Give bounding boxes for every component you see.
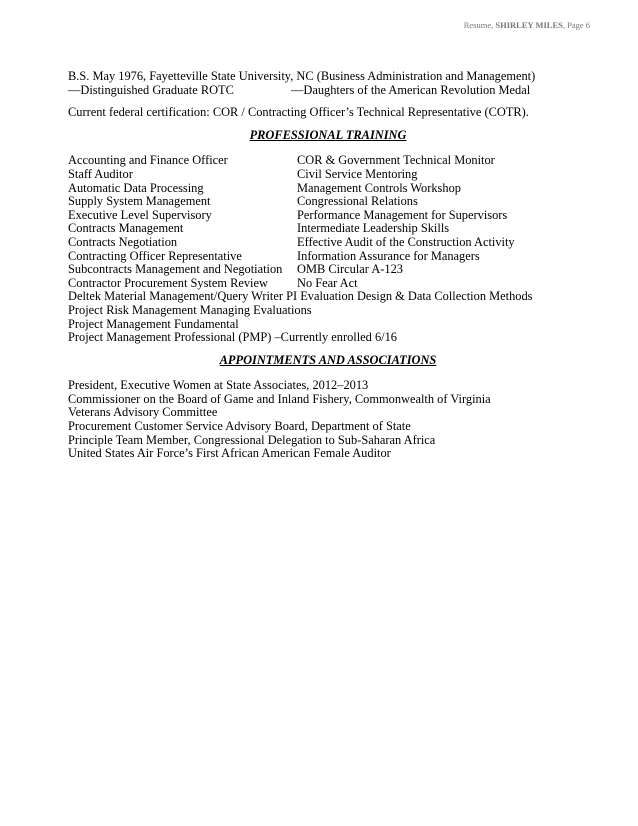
appointment-item: Procurement Customer Service Advisory Board, Department of State: [68, 419, 411, 434]
training-item: Staff Auditor: [68, 166, 133, 181]
training-item: Contracting Officer Representative: [68, 248, 242, 263]
certification-line: Current federal certification: COR / Contracting Officer’s Technical Representative (COTR).: [68, 105, 529, 120]
training-item: Information Assurance for Managers: [297, 248, 480, 263]
professional-training-heading: PROFESSIONAL TRAINING: [249, 127, 407, 142]
appointment-item: Principle Team Member, Congressional Delegation to Sub-Saharan Africa: [68, 432, 436, 447]
training-list: [68, 154, 588, 344]
training-row: [68, 277, 588, 291]
training-item: Contractor Procurement System Review: [68, 275, 268, 290]
training-item: Project Risk Management Managing Evaluations: [68, 302, 312, 317]
training-row: [68, 209, 588, 223]
training-item: Supply System Management: [68, 194, 211, 209]
training-item: COR & Government Technical Monitor: [297, 153, 495, 168]
training-item: Project Management Professional (PMP) –Currently enrolled 6/16: [68, 330, 397, 345]
resume-body: [68, 70, 588, 461]
training-row: [68, 195, 588, 209]
appointment-item: Commissioner on the Board of Game and Inland Fishery, Commonwealth of Virginia: [68, 391, 491, 406]
training-row: [68, 236, 588, 250]
training-row: [68, 263, 588, 277]
appointment-item: Veterans Advisory Committee: [68, 405, 218, 420]
training-item: No Fear Act: [297, 275, 358, 290]
training-row: [68, 182, 588, 196]
education-honors: [68, 84, 588, 98]
training-item: Performance Management for Supervisors: [297, 207, 508, 222]
training-row: [68, 154, 588, 168]
education-degree: B.S. May 1976, Fayetteville State University, NC (Business Administration and Management): [68, 69, 536, 83]
header-name: SHIRLEY MILES: [495, 20, 563, 30]
training-item: Subcontracts Management and Negotiation: [68, 262, 283, 277]
training-row: [68, 250, 588, 264]
appointments-heading: APPOINTMENTS AND ASSOCIATIONS: [219, 352, 437, 367]
honor-rotc: —Distinguished Graduate ROTC: [68, 82, 234, 97]
appointment-item: United States Air Force’s First African American Female Auditor: [68, 446, 391, 461]
appointment-item: President, Executive Women at State Associates, 2012–2013: [68, 378, 369, 393]
training-item: Management Controls Workshop: [297, 180, 461, 195]
page-header: [464, 20, 590, 30]
training-item: OMB Circular A-123: [297, 262, 403, 277]
training-item: Deltek Material Management/Query Writer PI Evaluation Design & Data Collection Methods: [68, 289, 533, 304]
training-item: Civil Service Mentoring: [297, 166, 418, 181]
training-item: Contracts Negotiation: [68, 234, 178, 249]
training-item: Project Management Fundamental: [68, 316, 239, 331]
training-item: Executive Level Supervisory: [68, 207, 212, 222]
appointments-list: [68, 379, 588, 461]
training-item: Effective Audit of the Construction Activity: [297, 234, 515, 249]
training-row: [68, 222, 588, 236]
training-item: Intermediate Leadership Skills: [297, 221, 450, 236]
training-item: Accounting and Finance Officer: [68, 153, 228, 168]
header-page-number: , Page 6: [562, 20, 590, 30]
training-item: Congressional Relations: [297, 194, 418, 209]
training-row: [68, 168, 588, 182]
training-item: Contracts Management: [68, 221, 184, 236]
header-prefix: Resume,: [463, 20, 496, 30]
honor-dar-medal: —Daughters of the American Revolution Medal: [291, 82, 531, 97]
training-item: Automatic Data Processing: [68, 180, 204, 195]
